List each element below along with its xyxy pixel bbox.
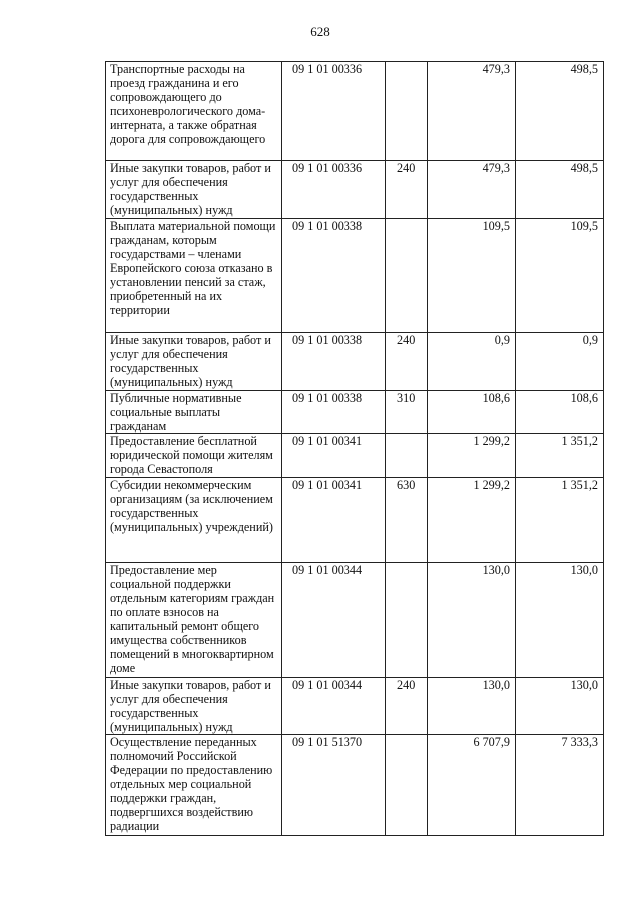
row-sum-year2: 109,5 <box>516 219 604 333</box>
row-sum-year1: 479,3 <box>428 62 516 161</box>
table-row <box>106 478 604 563</box>
row-name: Выплата материальной помощи гражданам, которым государствами – членами Европейского союза отказано в установлении пенсий за стаж, приобретенный на их территории <box>106 219 282 333</box>
row-expense-type: 240 <box>386 161 428 219</box>
row-code: 09 1 01 00336 <box>282 161 386 219</box>
row-name: Иные закупки товаров, работ и услуг для обеспечения государственных (муниципальных) нужд <box>106 333 282 391</box>
row-expense-type <box>386 434 428 478</box>
row-name: Публичные нормативные социальные выплаты гражданам <box>106 391 282 434</box>
row-expense-type: 630 <box>386 478 428 563</box>
budget-table <box>105 61 604 836</box>
row-code: 09 1 01 00341 <box>282 434 386 478</box>
row-name: Субсидии некоммерческим организациям (за исключением государственных (муниципальных) учреждений) <box>106 478 282 563</box>
row-code: 09 1 01 00338 <box>282 333 386 391</box>
page-number: 628 <box>310 24 330 39</box>
row-sum-year1: 108,6 <box>428 391 516 434</box>
row-sum-year1: 130,0 <box>428 678 516 735</box>
row-name: Предоставление мер социальной поддержки отдельным категориям граждан по оплате взносов на капитальный ремонт общего имущества собственников помещений в многоквартирном доме <box>106 563 282 678</box>
row-code: 09 1 01 00344 <box>282 563 386 678</box>
row-expense-type <box>386 62 428 161</box>
row-name: Транспортные расходы на проезд гражданина и его сопровождающего до психоневрологического дома-интерната, а также обратная дорога для сопровождающего <box>106 62 282 161</box>
row-code: 09 1 01 00341 <box>282 478 386 563</box>
row-code: 09 1 01 00338 <box>282 391 386 434</box>
row-expense-type <box>386 735 428 836</box>
table-row <box>106 62 604 161</box>
row-sum-year1: 0,9 <box>428 333 516 391</box>
row-sum-year2: 1 351,2 <box>516 478 604 563</box>
row-name: Иные закупки товаров, работ и услуг для обеспечения государственных (муниципальных) нужд <box>106 161 282 219</box>
table-row <box>106 219 604 333</box>
table-row <box>106 563 604 678</box>
row-sum-year1: 6 707,9 <box>428 735 516 836</box>
row-code: 09 1 01 51370 <box>282 735 386 836</box>
row-expense-type <box>386 563 428 678</box>
row-sum-year2: 0,9 <box>516 333 604 391</box>
row-code: 09 1 01 00336 <box>282 62 386 161</box>
table-row <box>106 333 604 391</box>
row-sum-year1: 1 299,2 <box>428 478 516 563</box>
row-expense-type: 240 <box>386 333 428 391</box>
row-sum-year2: 108,6 <box>516 391 604 434</box>
table-row <box>106 735 604 836</box>
row-expense-type: 310 <box>386 391 428 434</box>
row-name: Предоставление бесплатной юридической помощи жителям города Севастополя <box>106 434 282 478</box>
row-code: 09 1 01 00338 <box>282 219 386 333</box>
row-sum-year1: 130,0 <box>428 563 516 678</box>
row-sum-year1: 479,3 <box>428 161 516 219</box>
row-sum-year2: 130,0 <box>516 563 604 678</box>
row-sum-year2: 130,0 <box>516 678 604 735</box>
table-row <box>106 434 604 478</box>
row-name: Осуществление переданных полномочий Российской Федерации по предоставлению отдельных мер социальной поддержки граждан, подвергшихся воздействию радиации <box>106 735 282 836</box>
row-sum-year1: 1 299,2 <box>428 434 516 478</box>
table-row <box>106 161 604 219</box>
table-row <box>106 391 604 434</box>
row-sum-year1: 109,5 <box>428 219 516 333</box>
row-expense-type: 240 <box>386 678 428 735</box>
row-code: 09 1 01 00344 <box>282 678 386 735</box>
row-sum-year2: 1 351,2 <box>516 434 604 478</box>
row-sum-year2: 7 333,3 <box>516 735 604 836</box>
row-sum-year2: 498,5 <box>516 62 604 161</box>
row-sum-year2: 498,5 <box>516 161 604 219</box>
row-expense-type <box>386 219 428 333</box>
row-name: Иные закупки товаров, работ и услуг для обеспечения государственных (муниципальных) нужд <box>106 678 282 735</box>
table-row <box>106 678 604 735</box>
